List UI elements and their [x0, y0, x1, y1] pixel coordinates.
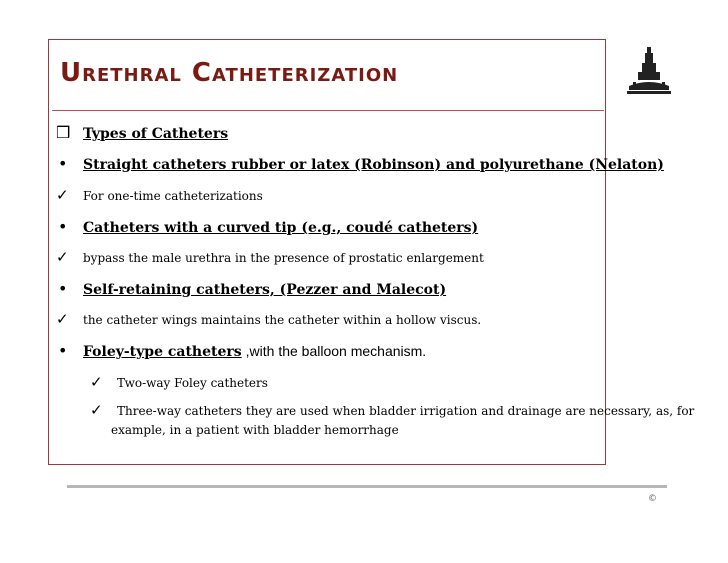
list-item — [56, 279, 446, 298]
catheter-type: Straight catheters rubber or latex (Robinson) and polyurethane (Nelaton) — [83, 157, 664, 173]
bullet-icon: • — [58, 341, 68, 360]
list-item — [56, 341, 426, 360]
list-item — [90, 401, 694, 419]
bullet-icon: • — [58, 217, 68, 236]
catheter-note: Two-way Foley catheters — [117, 376, 268, 390]
bullet-icon: • — [58, 154, 68, 173]
slide-title: Urethral Catheterization — [60, 58, 399, 88]
copyright-symbol: © — [648, 494, 657, 504]
checkmark-icon: ✓ — [56, 248, 69, 266]
university-seal-icon — [625, 44, 673, 98]
list-item-continuation — [111, 423, 399, 437]
list-item — [56, 154, 664, 173]
catheter-type-suffix: ,with the balloon mechanism. — [245, 343, 427, 359]
catheter-note: example, in a patient with bladder hemorrhage — [111, 423, 399, 437]
square-bullet-icon: ❒ — [56, 123, 71, 142]
catheter-type: Foley-type catheters — [83, 344, 242, 360]
checkmark-icon: ✓ — [56, 310, 69, 328]
list-item — [56, 248, 484, 266]
section-heading: Types of Catheters — [83, 126, 229, 142]
list-item — [56, 123, 228, 142]
checkmark-icon: ✓ — [90, 401, 103, 419]
list-item — [56, 217, 478, 236]
title-underline — [52, 110, 604, 111]
catheter-note: Three-way catheters they are used when bladder irrigation and drainage are necessary, as, for — [117, 404, 695, 418]
catheter-note: bypass the male urethra in the presence of prostatic enlargement — [83, 251, 484, 265]
footer-divider — [67, 485, 667, 488]
checkmark-icon: ✓ — [56, 186, 69, 204]
bullet-icon: • — [58, 279, 68, 298]
catheter-type: Self-retaining catheters, (Pezzer and Malecot) — [83, 282, 447, 298]
catheter-type: Catheters with a curved tip (e.g., coudé catheters) — [83, 220, 479, 236]
checkmark-icon: ✓ — [90, 373, 103, 391]
list-item — [90, 373, 268, 391]
catheter-note: For one-time catheterizations — [83, 189, 263, 203]
list-item — [56, 186, 263, 204]
list-item — [56, 310, 481, 328]
catheter-note: the catheter wings maintains the catheter within a hollow viscus. — [83, 313, 482, 327]
